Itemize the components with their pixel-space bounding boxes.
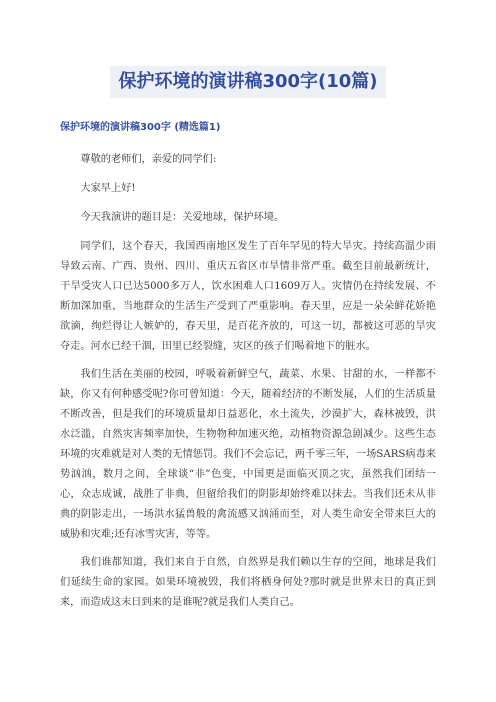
document-body xyxy=(60,150,436,621)
paragraph-good-morning: 大家早上好! xyxy=(80,183,136,194)
paragraph-environment: 我们生活在美丽的校园，呼吸着新鲜空气，蔬菜、水果、甘甜的水，一样都不缺，你又有何种感受呢?你可曾知道：今天，随着经济的不断发展，人们的生活质量不断改善，但是我们的环境质量却日益恶化，水土流失，沙漠扩大，森林被毁，洪水泛滥，自然灾害频率加快，生物物种加速灭绝，动植物资源急剧减少。这些生态环境的灾难就是对人类的无情惩罚。我们不会忘记，两千零三年，一场SARS病毒来势汹汹，数月之间，全球谈“非”色变，中国更是面临灭顶之灾，虽然我们团结一心，众志成诚，战胜了非典，但留给我们的阴影却始终难以抹去。当我们还未从非典的阴影走出，一场洪水猛兽般的禽流感又汹涌而至，对人类生命安全带来巨大的威胁和灾难;还有冰雪灾害，等等。 xyxy=(60,369,436,540)
paragraph-topic: 今天我演讲的题目是：关爱地球，保护环境。 xyxy=(80,212,285,223)
paragraph-nature: 我们谁都知道，我们来自于自然，自然界是我们赖以生存的空间，地球是我们们延续生命的家园。如果环境被毁，我们将栖身何处?那时就是世界末日的真正到来，而造成这末日到来的是谁呢?就是我们人类自己。 xyxy=(60,557,436,608)
title-container xyxy=(0,66,496,98)
section-heading: 保护环境的演讲稿300字 (精选篇1) xyxy=(60,122,221,133)
paragraph-greeting: 尊敬的老师们，亲爱的同学们: xyxy=(80,154,217,165)
paragraph-drought: 同学们，这个春天，我国西南地区发生了百年罕见的特大旱灾。持续高温少雨导致云南、广西、贵州、四川、重庆五省区市旱情非常严重。截至目前最新统计，干旱受灾人口已达5000多万人，饮水困难人口1609万人。灾情仍在持续发展、不断加深加重，当地群众的生活生产受到了严重影响。春天里，应是一朵朵鲜花娇艳欲滴，绚烂得让人嫉妒的，春天里，是百花齐放的，可这一切，都被这可恶的旱灾夺走。河水已经干涸，田里已经裂缝，灾区的孩子们喝着地下的脏水。 xyxy=(60,241,436,352)
document-title: 保护环境的演讲稿300字(10篇) xyxy=(110,66,385,98)
